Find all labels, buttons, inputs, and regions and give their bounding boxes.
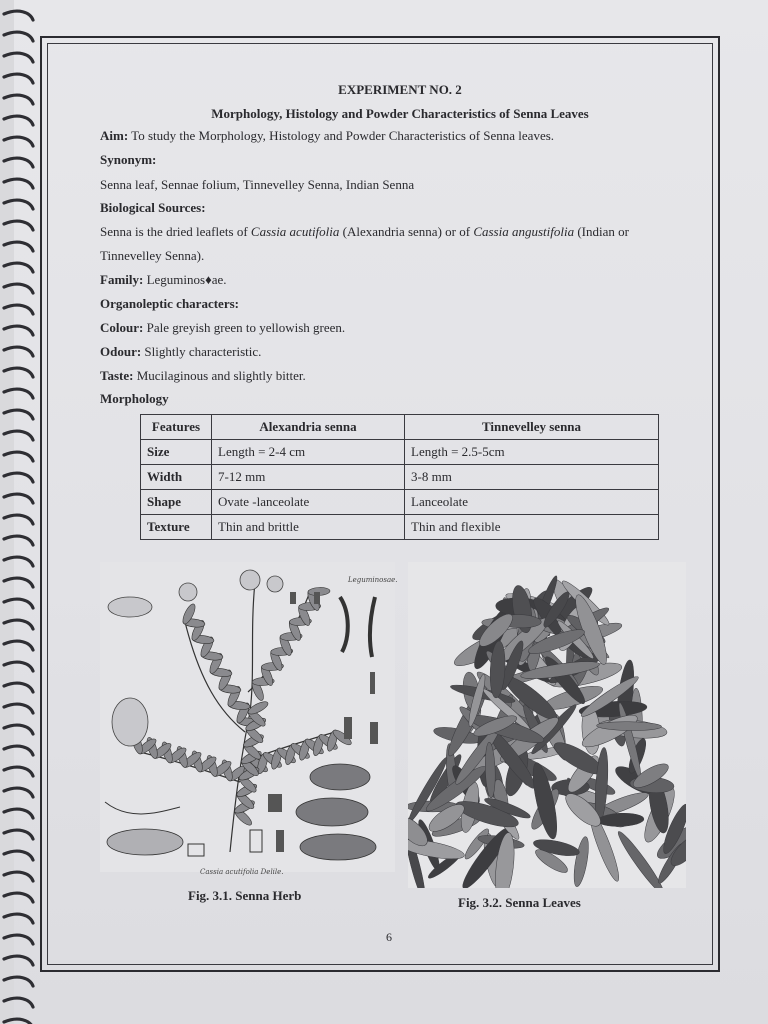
fig1-caption: Fig. 3.1. Senna Herb xyxy=(188,888,302,903)
table-cell: Width xyxy=(141,465,212,490)
aim-label: Aim: xyxy=(100,128,129,143)
spiral-coil xyxy=(4,389,33,398)
senna-herb-illustration xyxy=(100,562,398,876)
colour-text: Pale greyish green to yellowish green. xyxy=(143,320,346,335)
spiral-coil xyxy=(4,473,33,482)
table-cell: Length = 2.5-5cm xyxy=(405,440,659,465)
taste-label: Taste: xyxy=(100,368,134,383)
table-cell: Length = 2-4 cm xyxy=(212,440,405,465)
table-header: Features xyxy=(141,415,212,440)
spiral-coil xyxy=(4,452,33,461)
spiral-coil xyxy=(4,242,33,251)
page-number: 6 xyxy=(386,930,392,944)
spiral-coil xyxy=(4,74,33,83)
table-cell: Texture xyxy=(141,515,212,540)
family-label: Family: xyxy=(100,272,144,287)
species-alexandria: Cassia acutifolia xyxy=(250,224,340,239)
biological-sources-line2: Tinnevelley Senna). xyxy=(100,248,205,263)
spiral-binding xyxy=(0,0,40,1024)
spiral-coil xyxy=(4,95,33,104)
spiral-coil xyxy=(4,200,33,209)
synonym-label: Synonym: xyxy=(100,152,157,167)
experiment-title: EXPERIMENT NO. 2 xyxy=(338,82,462,97)
spiral-coil xyxy=(4,893,33,902)
odour-line xyxy=(100,344,261,360)
spiral-coil xyxy=(4,767,33,776)
spiral-coil xyxy=(4,410,33,419)
leaves-pile xyxy=(408,562,686,888)
table-header-row xyxy=(141,415,659,440)
spiral-coil xyxy=(4,347,33,356)
bio-text-c: (Alexandria senna) or of xyxy=(339,224,474,239)
spiral-coil xyxy=(4,263,33,272)
spiral-coil xyxy=(4,32,33,41)
plate-header: Leguminosae. xyxy=(348,576,398,584)
spiral-coil xyxy=(4,578,33,587)
table-row xyxy=(141,440,659,465)
spiral-coil xyxy=(4,1019,33,1024)
spiral-coil xyxy=(4,284,33,293)
experiment-subtitle: Morphology, Histology and Powder Characteristics of Senna Leaves xyxy=(211,106,589,121)
spiral-coil xyxy=(4,662,33,671)
table-cell: Thin and brittle xyxy=(212,515,405,540)
table-row xyxy=(141,490,659,515)
spiral-coil xyxy=(4,788,33,797)
spiral-coil xyxy=(4,977,33,986)
spiral-coil xyxy=(4,956,33,965)
odour-text: Slightly characteristic. xyxy=(141,344,262,359)
table-header: Alexandria senna xyxy=(212,415,405,440)
plate-footer: Cassia acutifolia Delile. xyxy=(200,868,284,876)
aim-text: To study the Morphology, Histology and Powder Characteristics of Senna leaves. xyxy=(128,128,555,143)
spiral-coil xyxy=(4,557,33,566)
spiral-coil xyxy=(4,599,33,608)
odour-label: Odour: xyxy=(100,344,142,359)
spiral-coil xyxy=(4,809,33,818)
spiral-coil xyxy=(4,746,33,755)
spiral-coil xyxy=(4,326,33,335)
table-cell: 7-12 mm xyxy=(212,465,405,490)
aim-line xyxy=(100,128,554,144)
taste-text: Mucilaginous and slightly bitter. xyxy=(133,368,306,383)
table-row xyxy=(141,465,659,490)
biological-sources-label: Biological Sources: xyxy=(100,200,206,215)
table-cell: Thin and flexible xyxy=(405,515,659,540)
spiral-coil xyxy=(4,935,33,944)
family-text: Leguminos♦ae. xyxy=(143,272,227,287)
spiral-coil xyxy=(4,830,33,839)
spiral-coil xyxy=(4,305,33,314)
senna-leaf xyxy=(571,836,591,888)
spiral-coil xyxy=(4,494,33,503)
spiral-coil xyxy=(4,872,33,881)
colour-label: Colour: xyxy=(100,320,144,335)
biological-sources-line1 xyxy=(100,224,629,240)
spiral-coil xyxy=(4,536,33,545)
botanical-plate xyxy=(100,562,395,872)
table-cell: Lanceolate xyxy=(405,490,659,515)
spiral-coil xyxy=(4,683,33,692)
family-line xyxy=(100,272,227,288)
spiral-coil xyxy=(4,179,33,188)
spiral-coil xyxy=(4,515,33,524)
spiral-coil xyxy=(4,641,33,650)
taste-line xyxy=(100,368,306,384)
colour-line xyxy=(100,320,345,336)
table-cell: 3-8 mm xyxy=(405,465,659,490)
spiral-coil xyxy=(4,11,33,20)
bio-text-a: Senna is the dried leaflets of xyxy=(100,224,251,239)
spiral-coil xyxy=(4,431,33,440)
bio-text-e: (Indian or xyxy=(574,224,629,239)
organoleptic-label: Organoleptic characters: xyxy=(100,296,239,311)
spiral-coil xyxy=(4,998,33,1007)
spiral-coil xyxy=(4,137,33,146)
spiral-coil xyxy=(4,851,33,860)
spiral-coil xyxy=(4,704,33,713)
spiral-coil xyxy=(4,620,33,629)
spiral-coil xyxy=(4,158,33,167)
spiral-coil xyxy=(4,914,33,923)
spiral-coil xyxy=(4,53,33,62)
species-indian: Cassia angustifolia xyxy=(473,224,575,239)
spiral-coil xyxy=(4,221,33,230)
spiral-coil xyxy=(4,116,33,125)
table-cell: Size xyxy=(141,440,212,465)
morphology-label: Morphology xyxy=(100,391,169,406)
senna-leaves-photo xyxy=(408,562,686,888)
spiral-coil xyxy=(4,368,33,377)
table-cell: Shape xyxy=(141,490,212,515)
spiral-coil xyxy=(4,725,33,734)
fig2-caption: Fig. 3.2. Senna Leaves xyxy=(458,895,581,910)
morphology-table xyxy=(140,414,659,540)
table-header: Tinnevelley senna xyxy=(405,415,659,440)
table-row xyxy=(141,515,659,540)
synonym-text: Senna leaf, Sennae folium, Tinnevelley Senna, Indian Senna xyxy=(100,177,415,192)
table-cell: Ovate -lanceolate xyxy=(212,490,405,515)
